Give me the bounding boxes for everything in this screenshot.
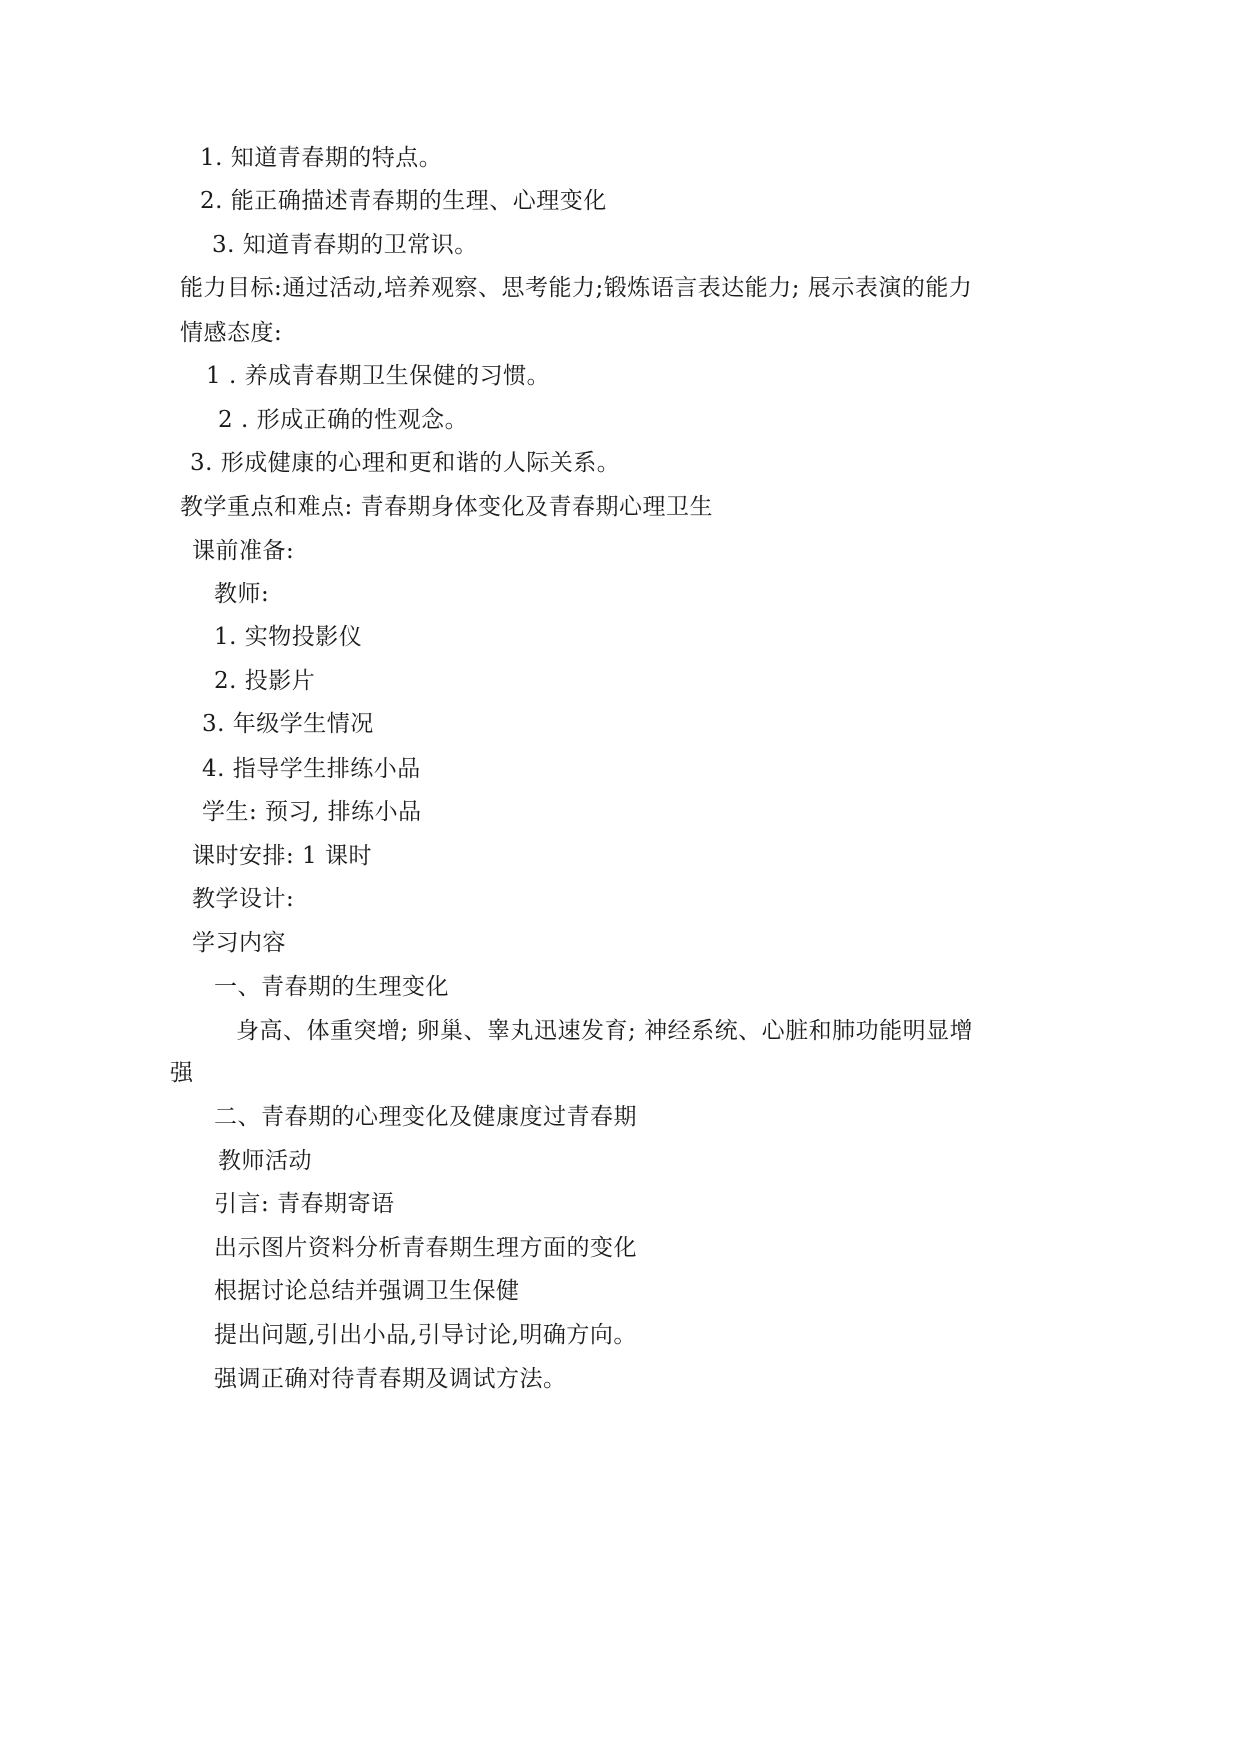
knowledge-goal-1: 1. 知道青春期的特点。 [200,145,443,171]
teacher-item-3: 3. 年级学生情况 [202,711,374,737]
activity-2: 出示图片资料分析青春期生理方面的变化 [214,1235,637,1261]
teacher-activity-heading: 教师活动 [218,1148,312,1174]
emotion-goal-2: 2 . 形成正确的性观念。 [218,407,469,433]
content-heading: 学习内容 [192,930,286,956]
teacher-item-2: 2. 投影片 [214,668,316,694]
teacher-heading: 教师: [214,581,270,607]
preparation-heading: 课前准备: [192,538,295,564]
key-points: 教学重点和难点: 青春期身体变化及青春期心理卫生 [180,494,714,520]
activity-3: 根据讨论总结并强调卫生保健 [214,1278,520,1304]
emotion-heading: 情感态度: [180,320,283,346]
section-one-title: 一、青春期的生理变化 [214,974,449,1000]
ability-goal: 能力目标:通过活动,培养观察、思考能力;锻炼语言表达能力; 展示表演的能力 [180,275,973,301]
design-heading: 教学设计: [192,886,295,912]
emotion-goal-3: 3. 形成健康的心理和更和谐的人际关系。 [190,450,621,476]
schedule: 课时安排: 1 课时 [192,843,373,869]
activity-5: 强调正确对待青春期及调试方法。 [214,1366,567,1392]
section-one-body-continued: 强 [170,1060,194,1086]
knowledge-goal-3: 3. 知道青春期的卫常识。 [212,232,478,258]
section-two-title: 二、青春期的心理变化及健康度过青春期 [214,1104,637,1130]
student-prep: 学生: 预习, 排练小品 [202,799,422,825]
section-one-body: 身高、体重突增; 卵巢、睾丸迅速发育; 神经系统、心脏和肺功能明显增 [236,1018,974,1044]
activity-1: 引言: 青春期寄语 [214,1191,395,1217]
activity-4: 提出问题,引出小品,引导讨论,明确方向。 [214,1322,637,1348]
teacher-item-4: 4. 指导学生排练小品 [202,756,421,782]
knowledge-goal-2: 2. 能正确描述青春期的生理、心理变化 [200,188,607,214]
teacher-item-1: 1. 实物投影仪 [214,624,363,650]
emotion-goal-1: 1 . 养成青春期卫生保健的习惯。 [206,363,551,389]
